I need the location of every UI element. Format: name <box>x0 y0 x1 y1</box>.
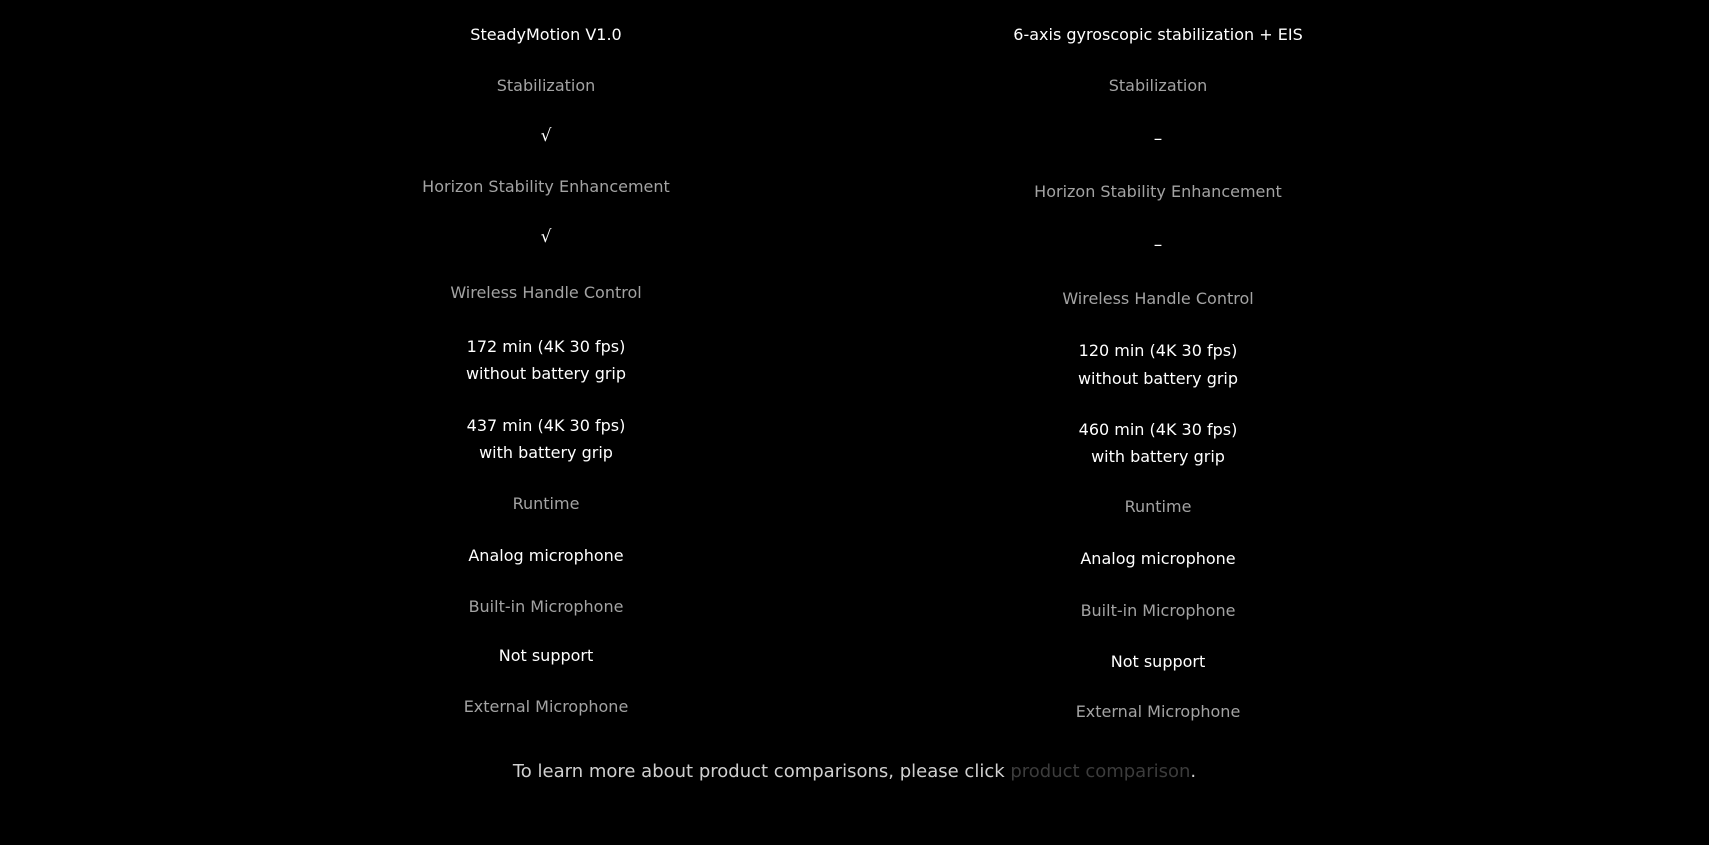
runtime-without-grip-line2: without battery grip <box>465 364 627 383</box>
horizon-stability-dash: – <box>1153 129 1163 149</box>
stabilization-value: 6-axis gyroscopic stabilization + EIS <box>1013 25 1303 44</box>
stabilization-label: Stabilization <box>496 76 596 95</box>
horizon-stability-label: Horizon Stability Enhancement <box>1034 182 1282 201</box>
stabilization-label: Stabilization <box>1108 76 1208 95</box>
runtime-without-grip-line2: without battery grip <box>1077 369 1239 388</box>
wireless-handle-label: Wireless Handle Control <box>450 283 642 302</box>
stabilization-value: SteadyMotion V1.0 <box>470 25 622 44</box>
product-column-right <box>878 0 1438 760</box>
external-microphone-label: External Microphone <box>463 697 629 716</box>
runtime-with-grip-line2: with battery grip <box>1091 447 1225 466</box>
comparison-footer-note <box>0 758 1709 786</box>
runtime-without-grip-line1: 172 min (4K 30 fps) <box>466 337 626 356</box>
runtime-label: Runtime <box>1124 497 1192 516</box>
external-microphone-value: Not support <box>498 646 594 665</box>
wireless-handle-dash: – <box>1153 235 1163 255</box>
wireless-handle-label: Wireless Handle Control <box>1062 289 1254 308</box>
runtime-without-grip-line1: 120 min (4K 30 fps) <box>1078 341 1238 360</box>
footer-period: . <box>1190 761 1197 782</box>
wireless-handle-check: √ <box>540 227 552 247</box>
runtime-with-grip-line2: with battery grip <box>479 443 613 462</box>
external-microphone-label: External Microphone <box>1075 702 1241 721</box>
runtime-label: Runtime <box>512 494 580 513</box>
builtin-microphone-value: Analog microphone <box>1080 549 1236 568</box>
builtin-microphone-value: Analog microphone <box>468 546 624 565</box>
builtin-microphone-label: Built-in Microphone <box>468 597 624 616</box>
product-comparison-link[interactable]: product comparison <box>1010 761 1191 782</box>
product-column-left <box>266 0 826 760</box>
horizon-stability-check: √ <box>540 126 552 146</box>
footer-text: To learn more about product comparisons, please click <box>512 761 1011 782</box>
external-microphone-value: Not support <box>1110 652 1206 671</box>
runtime-with-grip-line1: 460 min (4K 30 fps) <box>1078 420 1238 439</box>
builtin-microphone-label: Built-in Microphone <box>1080 601 1236 620</box>
horizon-stability-label: Horizon Stability Enhancement <box>422 177 670 196</box>
runtime-with-grip-line1: 437 min (4K 30 fps) <box>466 416 626 435</box>
